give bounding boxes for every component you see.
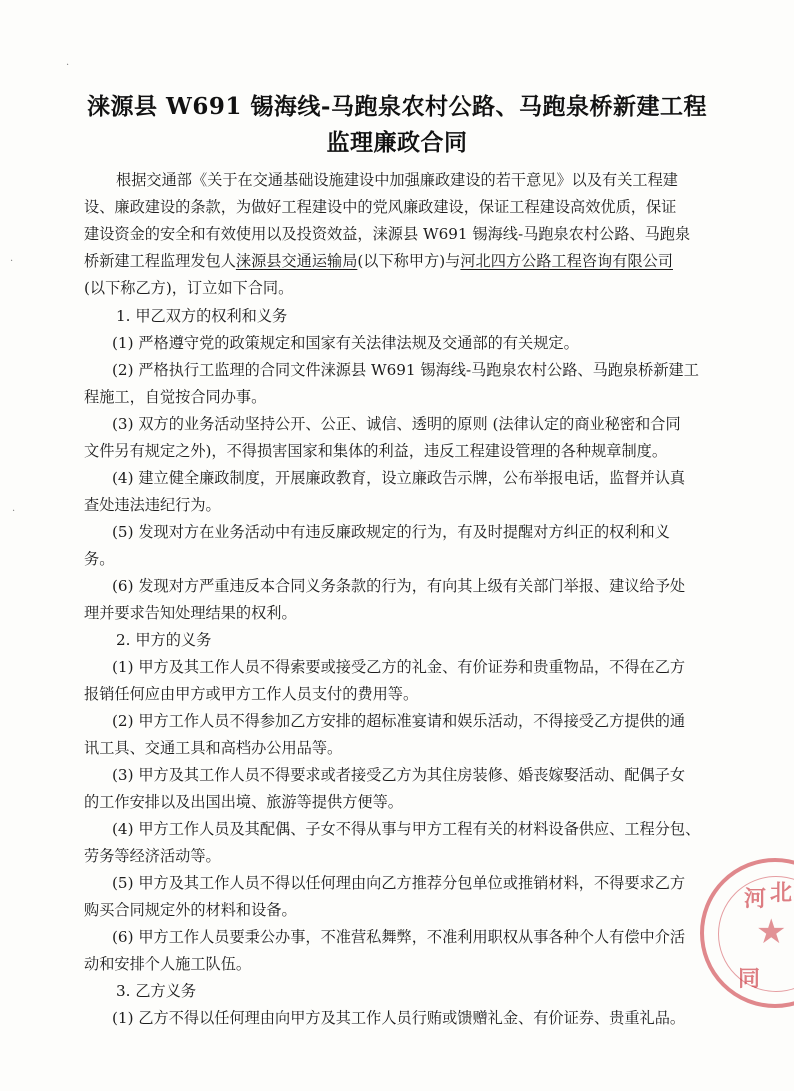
section-heading: 3. 乙方义务 — [116, 982, 197, 1000]
scan-speck: · — [66, 60, 70, 71]
clause-line: 务。 — [84, 550, 115, 568]
party-b-name: 河北四方公路工程咨询有限公司 — [460, 252, 673, 270]
intro-line: (以下称乙方)，订立如下合同。 — [84, 279, 294, 297]
section-heading: 2. 甲方的义务 — [116, 631, 212, 649]
clause-line: (4) 建立健全廉政制度，开展廉政教育，设立廉政告示牌，公布举报电话，监督并认真 — [112, 469, 686, 487]
clause-line: (1) 严格遵守党的政策规定和国家有关法律法规及交通部的有关规定。 — [112, 334, 579, 352]
clause-line: 理并要求告知处理结果的权利。 — [84, 604, 297, 622]
clause-line: 动和安排个人施工队伍。 — [84, 955, 252, 973]
intro-line: 设、廉政建设的条款，为做好工程建设中的党风廉政建设，保证工程建设高效优质，保证 — [84, 198, 677, 216]
clause-line: (5) 发现对方在业务活动中有违反廉政规定的行为，有及时提醒对方纠正的权利和义 — [112, 523, 670, 541]
scan-speck: · — [10, 256, 14, 267]
clause-line: (4) 甲方工作人员及其配偶、子女不得从事与甲方工程有关的材料设备供应、工程分包、 — [112, 820, 701, 838]
seal-char: 河 — [744, 886, 767, 912]
section-heading: 1. 甲乙双方的权利和义务 — [116, 307, 288, 325]
document-title-line1: 涞源县 W691 锡海线-马跑泉农村公路、马跑泉桥新建工程 — [87, 93, 707, 120]
clause-line: (2) 严格执行工监理的合同文件涞源县 W691 锡海线-马跑泉农村公路、马跑泉桥新建工 — [112, 361, 699, 379]
intro-line: 根据交通部《关于在交通基础设施建设中加强廉政建设的若干意见》以及有关工程建 — [116, 171, 678, 189]
scan-speck: · — [12, 506, 16, 517]
clause-line: 讯工具、交通工具和高档办公用品等。 — [84, 739, 343, 757]
intro-text: (以下称甲方)与 — [357, 252, 461, 270]
clause-line: 购买合同规定外的材料和设备。 — [84, 901, 297, 919]
intro-text: 桥新建工程监理发包人 — [84, 252, 236, 270]
clause-line: (3) 双方的业务活动坚持公开、公正、诚信、透明的原则 (法律认定的商业秘密和合同 — [112, 415, 681, 433]
clause-line: 文件另有规定之外)，不得损害国家和集体的利益，违反工程建设管理的各种规章制度。 — [84, 442, 668, 460]
company-seal — [700, 858, 794, 1008]
clause-line: 报销任何应由甲方或甲方工作人员支付的费用等。 — [84, 685, 419, 703]
clause-line: (3) 甲方及其工作人员不得要求或者接受乙方为其住房装修、婚丧嫁娶活动、配偶子女 — [112, 766, 686, 784]
document-title-line2: 监理廉政合同 — [326, 129, 468, 156]
clause-line: 程施工，自觉按合同办事。 — [84, 388, 267, 406]
clause-line: (2) 甲方工作人员不得参加乙方安排的超标准宴请和娱乐活动，不得接受乙方提供的通 — [112, 712, 686, 730]
clause-line: (5) 甲方及其工作人员不得以任何理由向乙方推荐分包单位或推销材料，不得要求乙方 — [112, 874, 686, 892]
party-a-name: 涞源县交通运输局 — [235, 252, 358, 270]
clause-line: (6) 甲方工作人员要秉公办事，不准营私舞弊，不准利用职权从事各种个人有偿中介活 — [112, 928, 686, 946]
intro-line — [84, 251, 673, 271]
clause-line: (1) 甲方及其工作人员不得索要或接受乙方的礼金、有价证券和贵重物品，不得在乙方 — [112, 658, 686, 676]
seal-char: 北 — [770, 880, 793, 906]
clause-line: 的工作安排以及出国出境、旅游等提供方便等。 — [84, 793, 403, 811]
seal-star-icon: ★ — [756, 912, 787, 952]
clause-line: (6) 发现对方严重违反本合同义务条款的行为，有向其上级有关部门举报、建议给予处 — [112, 577, 686, 595]
clause-line: 劳务等经济活动等。 — [84, 847, 221, 865]
clause-line: (1) 乙方不得以任何理由向甲方及其工作人员行贿或馈赠礼金、有价证券、贵重礼品。 — [112, 1009, 686, 1027]
seal-char: 同 — [738, 966, 761, 992]
clause-line: 查处违法违纪行为。 — [84, 496, 221, 514]
intro-line: 建设资金的安全和有效使用以及投资效益，涞源县 W691 锡海线-马跑泉农村公路、马跑泉 — [84, 225, 691, 243]
